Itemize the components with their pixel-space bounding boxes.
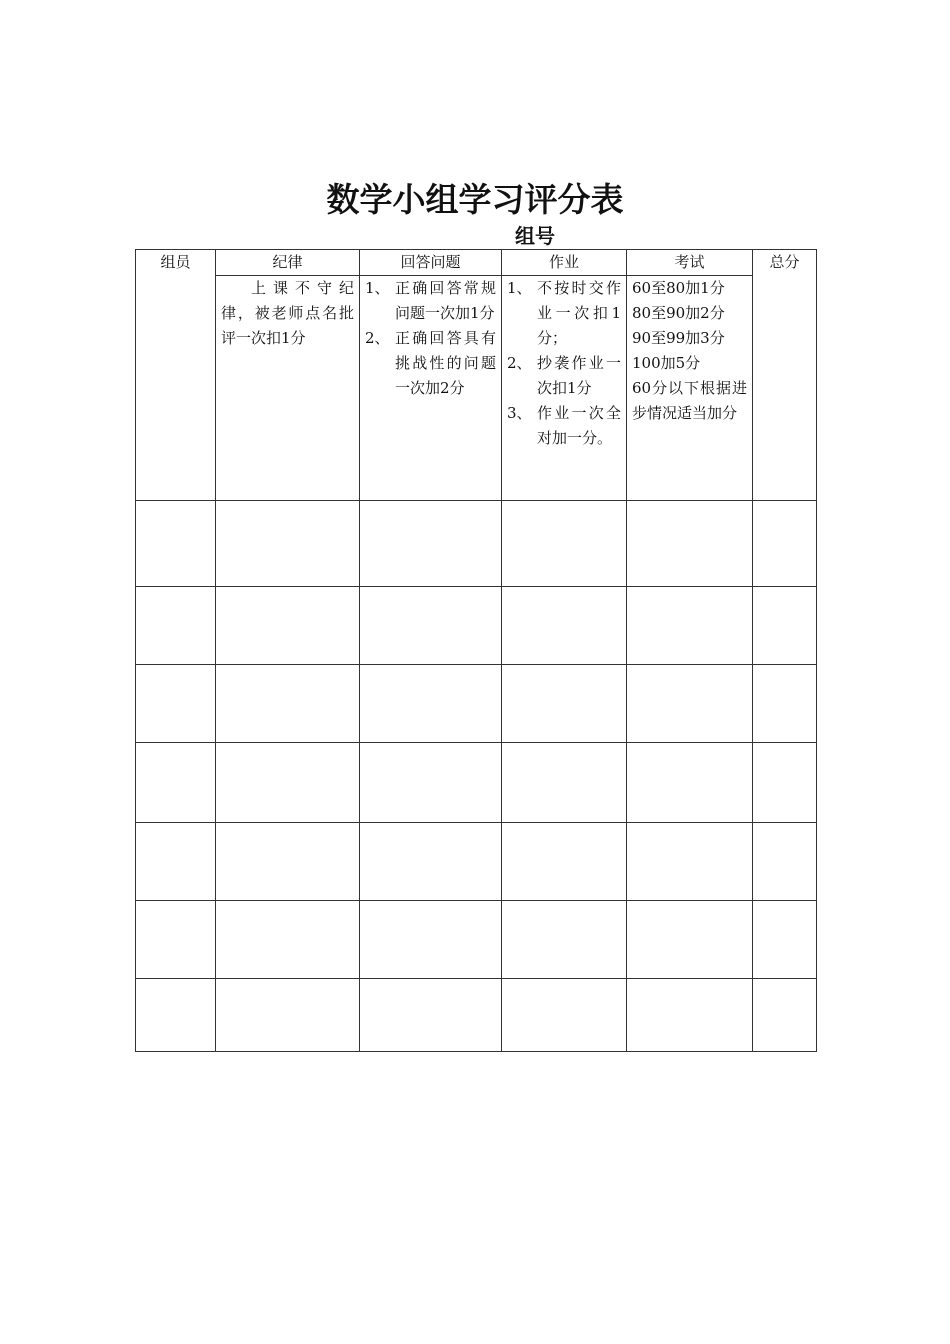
score-cell[interactable] [360,743,502,823]
member-cell[interactable] [136,901,216,979]
total-cell[interactable] [753,665,817,743]
discipline-rule-text: 上课不守纪律，被老师点名批评一次扣1分 [221,279,354,347]
table-row [136,743,817,823]
score-cell[interactable] [502,665,627,743]
exam-rule-line: 60分以下根据进步情况适当加分 [632,379,747,422]
score-cell[interactable] [627,587,753,665]
answering-rule-item [365,276,496,326]
score-cell[interactable] [502,587,627,665]
score-cell[interactable] [216,665,360,743]
score-cell[interactable] [216,587,360,665]
score-cell[interactable] [627,901,753,979]
score-cell[interactable] [216,901,360,979]
total-cell[interactable] [753,979,817,1052]
total-cell[interactable] [753,901,817,979]
score-cell[interactable] [502,979,627,1052]
member-cell[interactable] [136,665,216,743]
column-header-homework: 作业 [502,250,627,276]
homework-rule-item [507,401,621,451]
score-cell[interactable] [627,979,753,1052]
total-cell[interactable] [753,587,817,665]
answering-rule-text: 正确回答具有挑战性的问题一次加2分 [395,329,496,397]
rules-row [136,276,817,501]
total-cell[interactable] [753,743,817,823]
group-number-label: 组号 [515,224,555,248]
homework-rules [502,276,627,501]
table-row [136,901,817,979]
score-cell[interactable] [502,823,627,901]
homework-rule-number: 2、 [507,354,532,372]
score-cell[interactable] [502,901,627,979]
score-cell[interactable] [627,665,753,743]
score-cell[interactable] [627,823,753,901]
homework-rule-number: 3、 [507,404,532,422]
table-row [136,501,817,587]
total-cell[interactable] [753,823,817,901]
discipline-rules [216,276,360,501]
member-cell[interactable] [136,743,216,823]
score-cell[interactable] [360,665,502,743]
total-header: 总分 [753,250,817,501]
score-cell[interactable] [360,901,502,979]
exam-rule-line: 60至80加1分 [632,279,725,297]
column-header-discipline: 纪律 [216,250,360,276]
member-cell[interactable] [136,979,216,1052]
header-row [136,250,817,276]
column-header-exam: 考试 [627,250,753,276]
answering-rule-item [365,326,496,401]
homework-rule-item [507,351,621,401]
score-cell[interactable] [216,979,360,1052]
score-cell[interactable] [216,823,360,901]
answering-rules [360,276,502,501]
score-cell[interactable] [216,743,360,823]
exam-rule-line: 90至99加3分 [632,329,725,347]
homework-rule-text: 不按时交作业一次扣1分； [537,279,621,347]
score-cell[interactable] [627,743,753,823]
homework-rule-number: 1、 [507,279,532,297]
answering-rule-text: 正确回答常规问题一次加1分 [395,279,496,322]
score-cell[interactable] [502,743,627,823]
exam-rules [627,276,753,501]
table-row [136,587,817,665]
page-title: 数学小组学习评分表 [326,180,624,219]
score-cell[interactable] [360,587,502,665]
exam-rule-line: 80至90加2分 [632,304,725,322]
score-cell[interactable] [627,501,753,587]
homework-rule-item [507,276,621,351]
score-cell[interactable] [216,501,360,587]
total-cell[interactable] [753,501,817,587]
member-cell[interactable] [136,587,216,665]
table-row [136,665,817,743]
homework-rule-text: 抄袭作业一次扣1分 [537,354,621,397]
table-row [136,823,817,901]
answering-rule-number: 2、 [365,329,390,347]
member-header: 组员 [136,250,216,501]
score-table [135,249,817,1052]
homework-rule-text: 作业一次全对加一分。 [537,404,621,447]
score-cell[interactable] [502,501,627,587]
score-cell[interactable] [360,823,502,901]
member-cell[interactable] [136,501,216,587]
exam-rule-line: 100加5分 [632,354,701,372]
score-cell[interactable] [360,979,502,1052]
table-row [136,979,817,1052]
column-header-answering: 回答问题 [360,250,502,276]
answering-rule-number: 1、 [365,279,390,297]
score-cell[interactable] [360,501,502,587]
member-cell[interactable] [136,823,216,901]
